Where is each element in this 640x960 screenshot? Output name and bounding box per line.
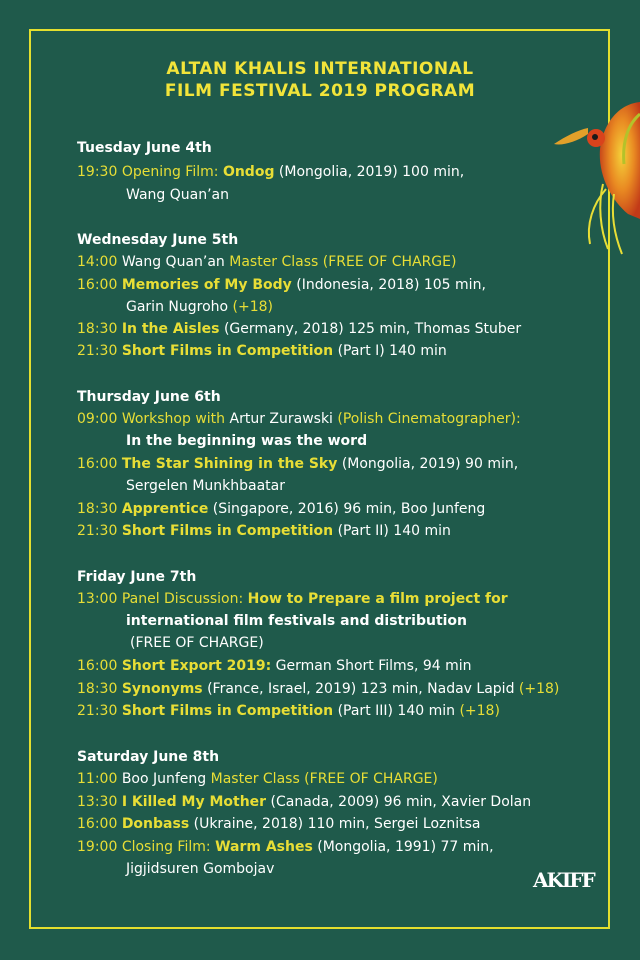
entry-details: (Canada, 2009) 96 min, Xavier Dolan (270, 794, 532, 810)
entry-time: 21:30 (77, 343, 118, 359)
film-title: Warm Ashes (215, 839, 313, 855)
entry-details: (Germany, 2018) 125 min, Thomas Stuber (223, 321, 522, 337)
schedule-entry (77, 410, 521, 428)
entry-time: 18:30 (77, 681, 118, 697)
entry-time: 16:00 (77, 816, 118, 832)
film-title: The Star Shining in the Sky (121, 456, 338, 472)
entry-time: 19:00 (77, 839, 118, 855)
title-line-2: FILM FESTIVAL 2019 PROGRAM (164, 81, 476, 101)
entry-details: (Mongolia, 2019) 90 min, (341, 456, 519, 472)
schedule-entry (77, 500, 485, 518)
entry-role: (Polish Cinematographer): (337, 411, 521, 427)
film-title: Apprentice (121, 501, 209, 517)
schedule-entry (77, 590, 508, 608)
entry-time: 13:30 (77, 794, 118, 810)
entry-time: 11:00 (77, 771, 118, 787)
age-rating: (+18) (518, 681, 560, 697)
entry-details: (Mongolia, 1991) 77 min, (317, 839, 494, 855)
entry-details: German Short Films, 94 min (275, 658, 472, 674)
festival-title (0, 58, 640, 102)
entry-person: Wang Quan’an (121, 254, 225, 270)
entry-time: 13:00 (77, 591, 118, 607)
schedule-entry (77, 522, 451, 540)
schedule-entry (77, 320, 521, 338)
entry-details: (France, Israel, 2019) 123 min, Nadav Lapid (207, 681, 515, 697)
entry-label: Master Class (FREE OF CHARGE) (210, 771, 438, 787)
film-title: Memories of My Body (121, 277, 292, 293)
entry-details: (Part III) 140 min (337, 703, 455, 719)
entry-time: 21:30 (77, 703, 118, 719)
schedule-entry (77, 253, 456, 271)
age-rating: (+18) (459, 703, 500, 719)
entry-details: (Ukraine, 2018) 110 min, Sergei Loznitsa (193, 816, 481, 832)
entry-time: 09:00 (77, 411, 118, 427)
day-heading-thursday: Thursday June 6th (77, 389, 221, 405)
entry-person: Boo Junfeng (121, 771, 207, 787)
entry-details: (Indonesia, 2018) 105 min, (296, 277, 486, 293)
entry-continuation: (FREE OF CHARGE) (130, 635, 264, 651)
age-rating: (+18) (232, 299, 274, 315)
entry-continuation: Sergelen Munkhbaatar (126, 478, 286, 494)
film-title: In the Aisles (121, 321, 220, 337)
schedule-entry (77, 793, 531, 811)
entry-time: 14:00 (77, 254, 118, 270)
entry-details: (Part II) 140 min (337, 523, 451, 539)
film-title: Short Films in Competition (121, 703, 334, 719)
entry-continuation: Jigjidsuren Gombojav (126, 861, 275, 877)
entry-person: Garin Nugroho (126, 299, 229, 315)
entry-time: 18:30 (77, 321, 118, 337)
schedule-entry (77, 163, 464, 181)
film-title: I Killed My Mother (121, 794, 267, 810)
film-title: Short Export 2019: (121, 658, 272, 674)
film-title: Short Films in Competition (121, 343, 334, 359)
day-heading-friday: Friday June 7th (77, 569, 197, 585)
schedule-entry (77, 455, 518, 473)
entry-time: 16:00 (77, 658, 118, 674)
entry-details: (Part I) 140 min (337, 343, 447, 359)
entry-label: Workshop with (121, 411, 226, 427)
film-title: Ondog (222, 164, 275, 180)
entry-time: 18:30 (77, 501, 118, 517)
schedule-entry (77, 680, 559, 698)
entry-time: 16:00 (77, 277, 118, 293)
bird-illustration (548, 94, 640, 264)
film-title: Synonyms (121, 681, 203, 697)
schedule-entry (77, 702, 500, 720)
entry-continuation: In the beginning was the word (126, 433, 368, 449)
schedule-entry (77, 657, 472, 675)
festival-logo (533, 868, 594, 912)
entry-time: 21:30 (77, 523, 118, 539)
entry-time: 19:30 (77, 164, 118, 180)
day-heading-saturday: Saturday June 8th (77, 749, 220, 765)
film-title: Donbass (121, 816, 190, 832)
entry-details: (Singapore, 2016) 96 min, Boo Junfeng (212, 501, 486, 517)
entry-person: Artur Zurawski (229, 411, 333, 427)
entry-label: Opening Film: (121, 164, 219, 180)
schedule-entry (77, 770, 438, 788)
day-heading-wednesday: Wednesday June 5th (77, 232, 239, 248)
film-title: Short Films in Competition (121, 523, 334, 539)
panel-title: How to Prepare a film project for (247, 591, 508, 607)
entry-continuation: international film festivals and distribution (126, 613, 468, 629)
schedule-entry (77, 342, 447, 360)
entry-continuation: Wang Quan’an (126, 187, 229, 203)
entry-label: Master Class (FREE OF CHARGE) (229, 254, 457, 270)
entry-label: Panel Discussion: (121, 591, 244, 607)
entry-label: Closing Film: (121, 839, 211, 855)
logo-mark: AKIFF (533, 868, 594, 892)
schedule-entry (77, 276, 486, 294)
day-heading-tuesday: Tuesday June 4th (77, 140, 212, 156)
entry-time: 16:00 (77, 456, 118, 472)
entry-continuation (126, 298, 273, 316)
schedule-entry (77, 838, 494, 856)
schedule-entry (77, 815, 481, 833)
title-line-1: ALTAN KHALIS INTERNATIONAL (166, 59, 474, 79)
entry-details: (Mongolia, 2019) 100 min, (278, 164, 465, 180)
